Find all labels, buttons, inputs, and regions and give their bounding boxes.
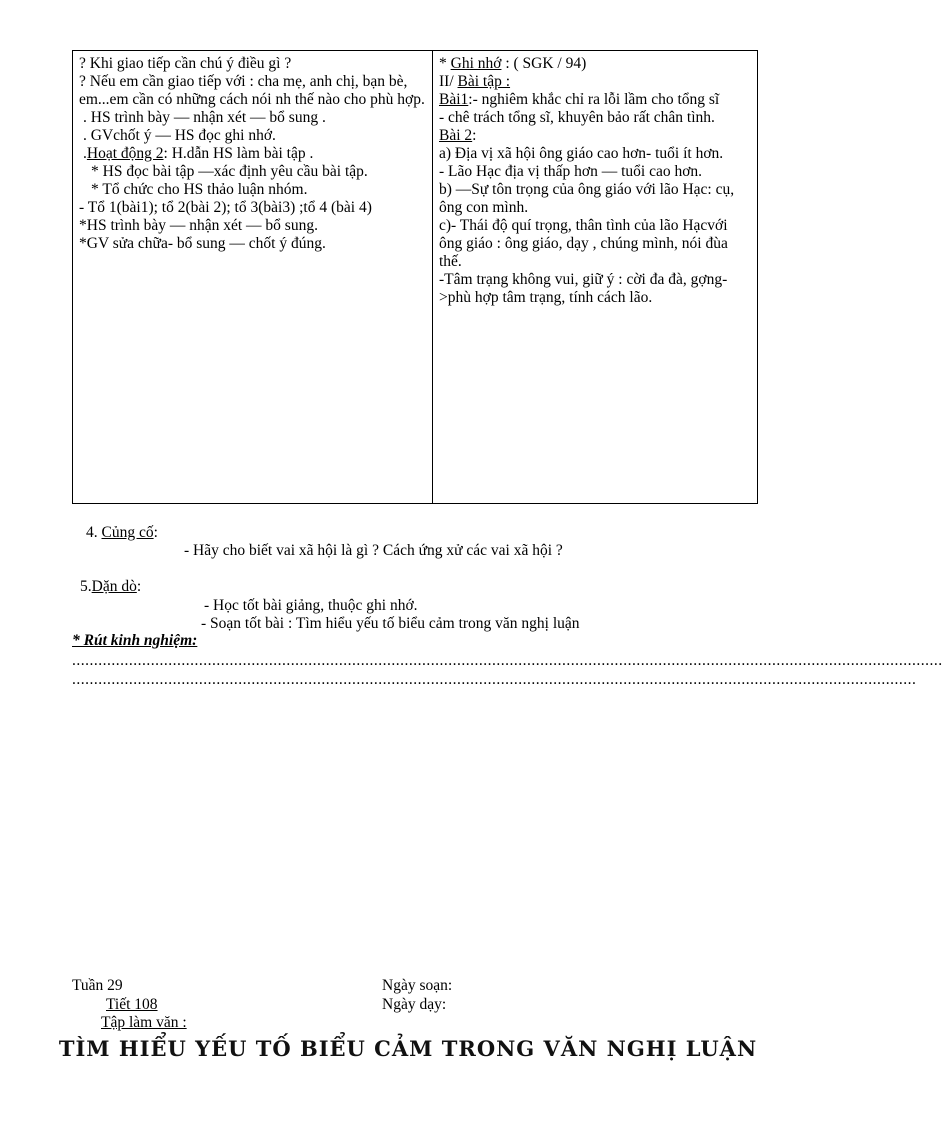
dan-do-heading (80, 578, 141, 596)
teaching-date-label: Ngày dạy: (382, 996, 447, 1013)
week-label: Tuần 29 (72, 977, 123, 994)
rut-kinh-nghiem-heading: * Rút kinh nghiệm: (72, 632, 198, 649)
content-text: : (472, 127, 477, 144)
prepared-date-label: Ngày soạn: (382, 977, 453, 994)
lesson-table (72, 50, 758, 504)
activity-prefix: . (83, 145, 87, 162)
content-line: - Lão Hạc địa vị thấp hơn — tuổi cao hơn. (439, 163, 703, 180)
content-heading: Bài 2 (439, 127, 473, 144)
activity-line: - Tổ 1(bài1); tổ 2(bài 2); tổ 3(bài3) ;tổ 4 (bài 4) (79, 199, 372, 216)
activity-line: * Tổ chức cho HS thảo luận nhóm. (91, 181, 308, 198)
activity-line: * HS đọc bài tập —xác định yêu cầu bài tập. (91, 163, 368, 180)
activity-line: *GV sửa chữa- bổ sung — chốt ý đúng. (79, 235, 326, 252)
content-line: -Tâm trạng không vui, giữ ý : cời đa đà, gợng->phù hợp tâm trạng, tính cách lão. (439, 271, 728, 306)
content-heading: Bài1 (439, 91, 469, 108)
content-text: : ( SGK / 94) (501, 55, 587, 72)
lesson-number: Tiết 108 (106, 996, 158, 1013)
question-line: ? Khi giao tiếp cần chú ý điều gì ? (79, 55, 292, 72)
content-heading: Bài tập : (457, 73, 511, 90)
activity-line: . HS trình bày — nhận xét — bổ sung . (83, 109, 326, 126)
content-heading-line (439, 73, 751, 91)
section-colon: : (136, 578, 142, 595)
content-heading: Ghi nhớ (450, 55, 502, 72)
section-heading: Dặn dò (91, 578, 137, 595)
content-prefix: * (439, 55, 451, 72)
content-line: c)- Thái độ quí trọng, thân tình của lão Hạcvới ông giáo : ông giáo, dạy , chúng mình, nói đùa thế. (439, 217, 728, 270)
content-heading-line (439, 127, 751, 145)
content-heading-line (439, 91, 751, 109)
section-heading: Củng cố (101, 524, 154, 541)
content-text: :- nghiêm khắc chỉ ra lỗi lầm cho tổng sĩ (468, 91, 720, 108)
dan-do-item: - Học tốt bài giảng, thuộc ghi nhớ. (204, 597, 418, 614)
cung-co-heading (86, 524, 158, 542)
activity-line: . GVchốt ý — HS đọc ghi nhớ. (83, 127, 276, 144)
dotted-writing-line: ....................................................................................................................................................................................................... (72, 652, 943, 669)
table-row (73, 51, 758, 504)
cung-co-item: - Hãy cho biết vai xã hội là gì ? Cách ứng xử các vai xã hội ? (184, 542, 563, 559)
section-colon: : (153, 524, 158, 541)
content-line: - chê trách tổng sĩ, khuyên bảo rất chân tình. (439, 109, 715, 126)
activity-heading-line (79, 145, 426, 163)
content-heading-line (439, 55, 751, 73)
activity-heading: Hoạt động 2 (86, 145, 164, 162)
activity-text: : H.dẫn HS làm bài tập . (163, 145, 314, 162)
content-column (433, 51, 758, 504)
activity-line: *HS trình bày — nhận xét — bổ sung. (79, 217, 318, 234)
content-prefix: II/ (439, 73, 458, 90)
subject-label: Tập làm văn : (101, 1014, 187, 1031)
dotted-writing-line: ................................................................................................................................................................................................. (72, 671, 917, 688)
content-line: a) Địa vị xã hội ông giáo cao hơn- tuổi ít hơn. (439, 145, 724, 162)
section-number: 4. (86, 524, 102, 541)
dan-do-item: - Soạn tốt bài : Tìm hiểu yếu tố biểu cảm trong văn nghị luận (201, 615, 580, 632)
activities-column (73, 51, 433, 504)
question-line: ? Nếu em cần giao tiếp với : cha mẹ, anh chị, bạn bè, em...em cần có những cách nói nh thế nào cho phù hợp. (79, 73, 425, 108)
section-number: 5. (80, 578, 92, 595)
content-line: b) —Sự tôn trọng của ông giáo với lão Hạc: cụ, ông con mình. (439, 181, 735, 216)
lesson-title: TÌM HIỂU YẾU TỐ BIỂU CẢM TRONG VĂN NGHỊ LUẬN (58, 1036, 758, 1061)
